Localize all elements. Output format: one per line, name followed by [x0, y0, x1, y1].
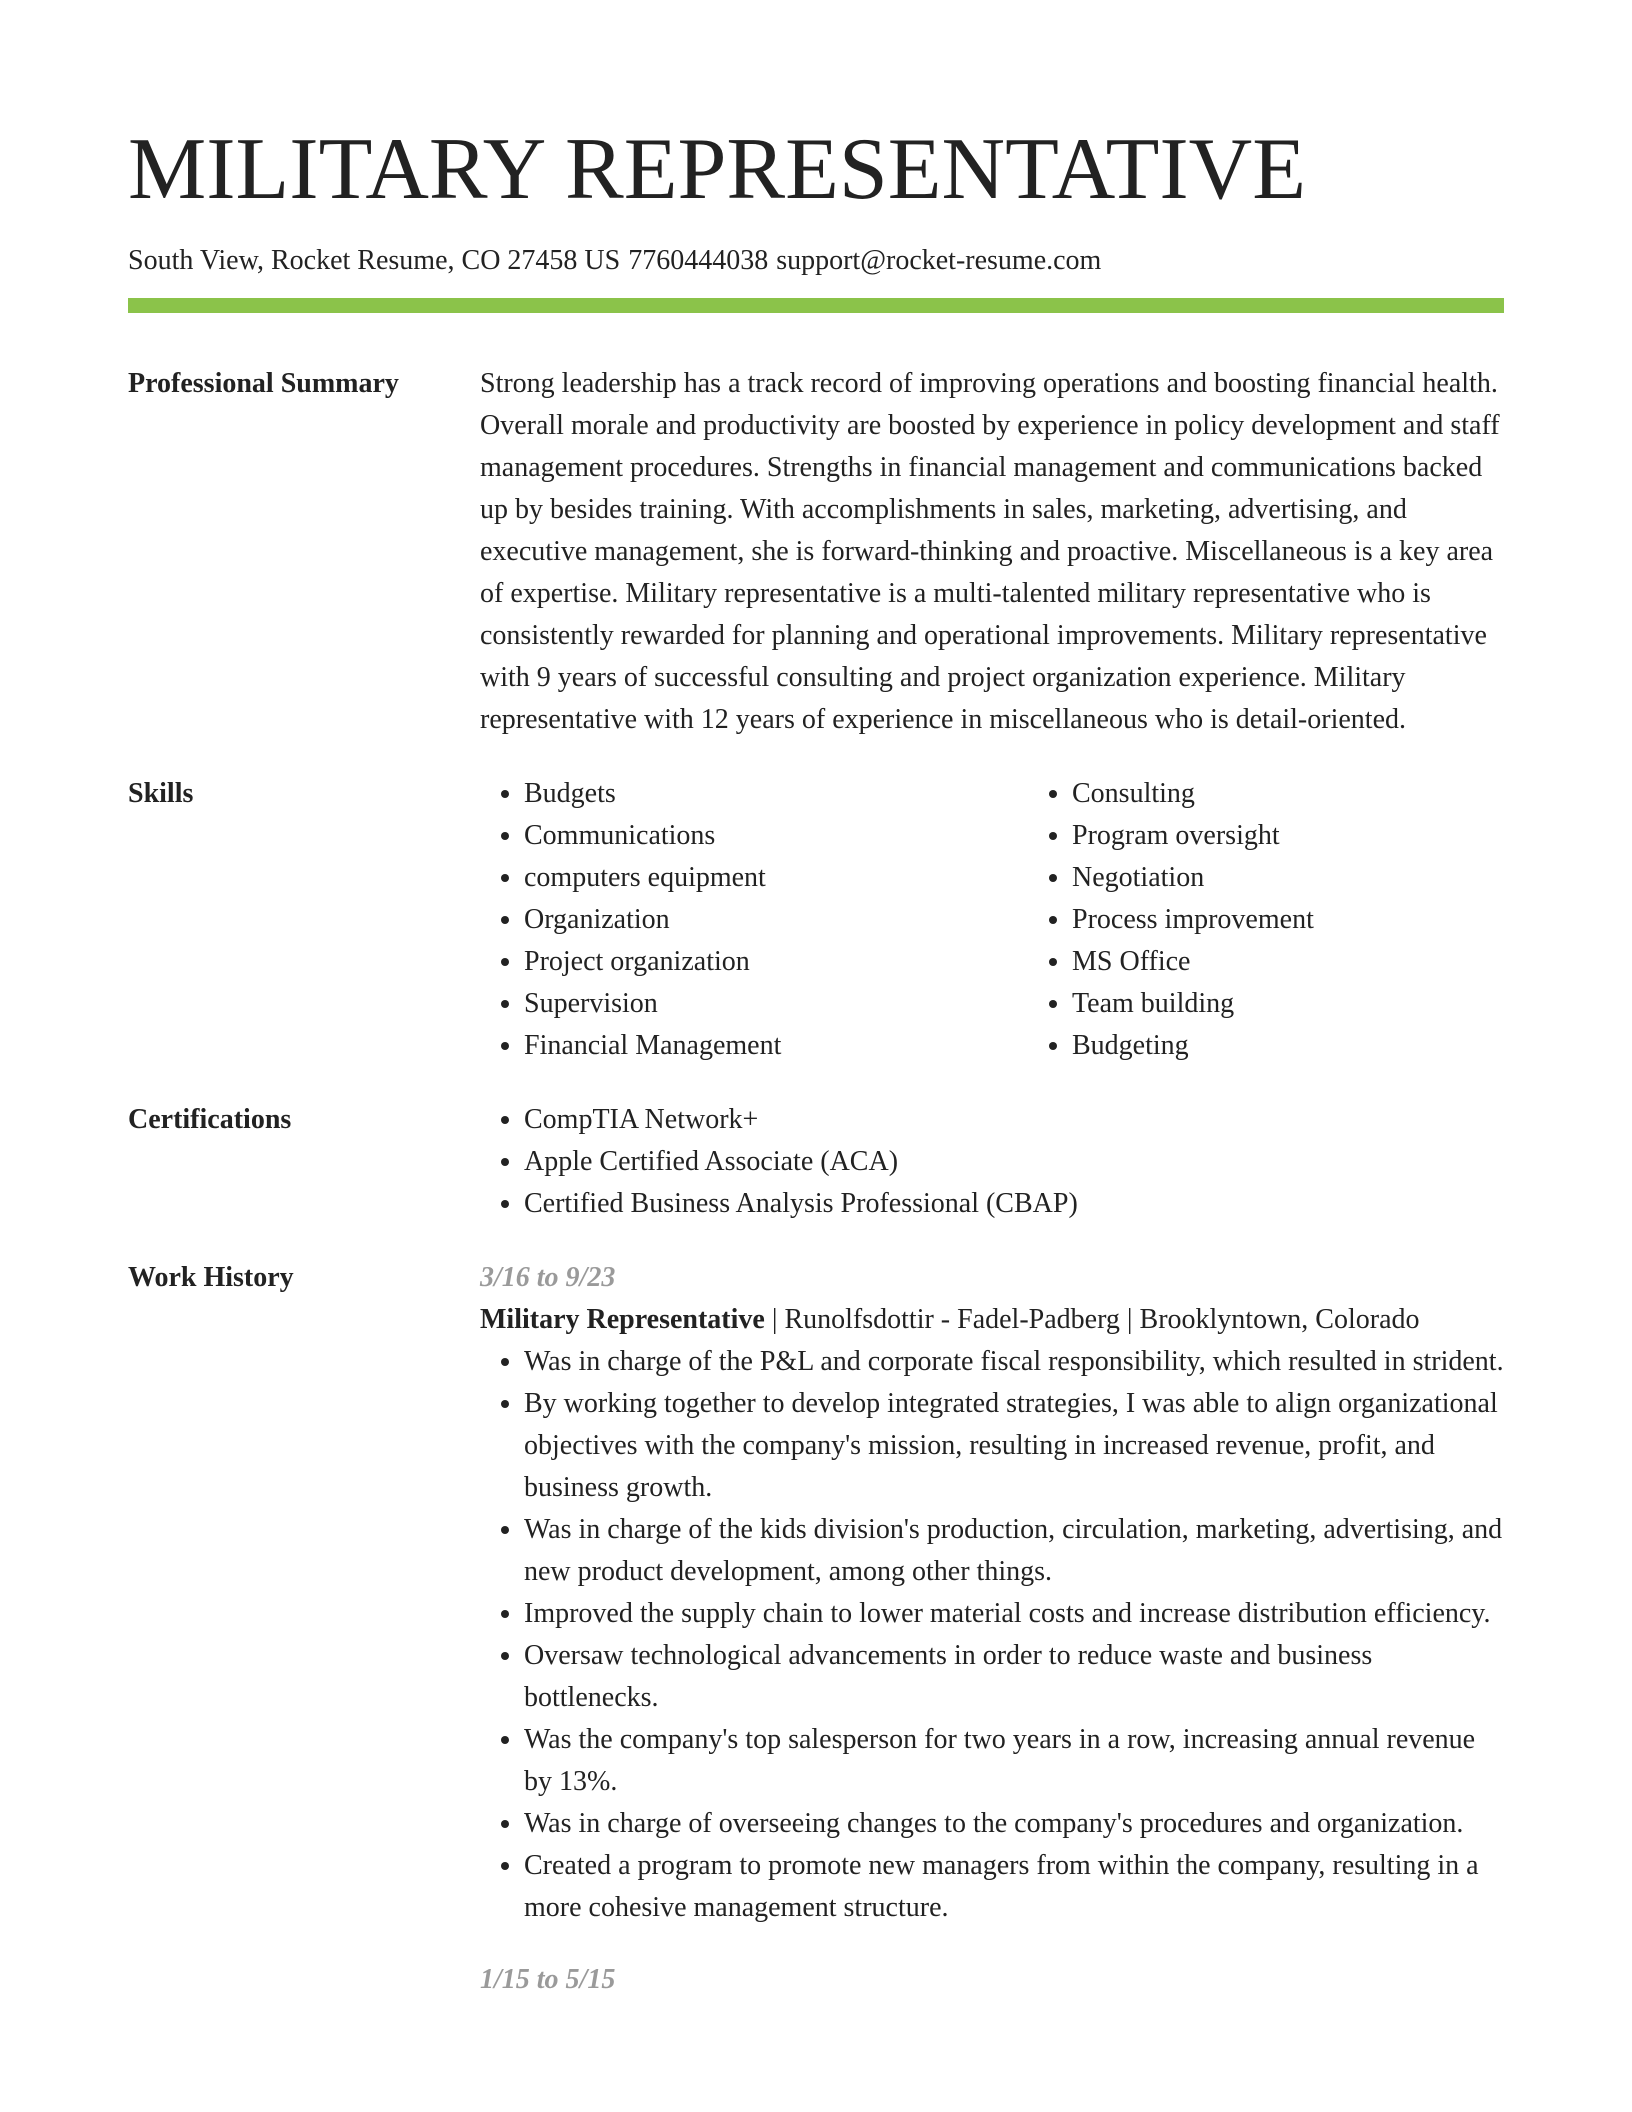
job-company: Runolfsdottir - Fadel-Padberg: [784, 1304, 1120, 1335]
job-duty-item: • Improved the supply chain to lower material costs and increase distribution efficiency.: [524, 1593, 1504, 1635]
certification-item: • CompTIA Network+: [524, 1099, 1504, 1141]
job-duty-item: • Was in charge of the kids division's production, circulation, marketing, advertising, and new product development, among other things.: [524, 1509, 1504, 1593]
job-duty-item: • Oversaw technological advancements in order to reduce waste and business bottlenecks.: [524, 1635, 1504, 1719]
skill-item: • Supervision: [524, 983, 1028, 1025]
skill-item: • Financial Management: [524, 1025, 1028, 1067]
certifications-list: [480, 1099, 1504, 1225]
summary-text: Strong leadership has a track record of improving operations and boosting financial health. Overall morale and productivity are boosted by experience in policy development and staff management procedures. Strengths in financial management and communications backed up by besides training. With accomplishments in sales, marketing, advertising, and executive management, she is forward-thinking and proactive. Miscellaneous is a key area of expertise. Military representative is a multi-talented military representative who is consistently rewarded for planning and operational improvements. Military representative with 9 years of successful consulting and project organization experience. Military representative with 12 years of experience in miscellaneous who is detail-oriented.: [480, 368, 1500, 735]
job-title: Military Representative: [480, 1304, 765, 1335]
job-dates: 3/16 to 9/23: [480, 1262, 616, 1293]
summary-section: [128, 363, 1504, 741]
skill-item: • Organization: [524, 899, 1028, 941]
job-dates: 1/15 to 5/15: [480, 1964, 616, 1995]
work-history-section: [128, 1257, 1504, 2001]
contact-email: support@rocket-resume.com: [776, 245, 1102, 276]
skill-item: • Team building: [1072, 983, 1504, 1025]
skill-item: • Process improvement: [1072, 899, 1504, 941]
certifications-heading: Certifications: [128, 1104, 292, 1135]
contact-address: South View, Rocket Resume, CO 27458 US: [128, 245, 621, 276]
resume-page: [128, 0, 1504, 2001]
job-duty-item: • Was in charge of the P&L and corporate fiscal responsibility, which resulted in strident.: [524, 1341, 1504, 1383]
skills-heading: Skills: [128, 778, 194, 809]
contact-phone: 7760444038: [628, 245, 769, 276]
job-duty-item: • Was in charge of overseeing changes to the company's procedures and organization.: [524, 1803, 1504, 1845]
contact-line: [128, 244, 1504, 278]
job-duty-item: • By working together to develop integrated strategies, I was able to align organizational objectives with the company's mission, resulting in increased revenue, profit, and business growth.: [524, 1383, 1504, 1509]
certification-item: • Certified Business Analysis Professional (CBAP): [524, 1183, 1504, 1225]
skill-item: • Program oversight: [1072, 815, 1504, 857]
job-duties-list: [480, 1341, 1504, 1929]
work-history-heading: Work History: [128, 1262, 294, 1293]
summary-heading: Professional Summary: [128, 368, 399, 399]
skills-section: [128, 773, 1504, 1067]
job-duty-item: • Created a program to promote new managers from within the company, resulting in a more cohesive management structure.: [524, 1845, 1504, 1929]
skill-item: • computers equipment: [524, 857, 1028, 899]
job-header: Military Representative | Runolfsdottir - Fadel-Padberg | Brooklyntown, Colorado: [480, 1304, 1420, 1335]
job-entry: [480, 1959, 1504, 2001]
job-duty-item: • Was the company's top salesperson for two years in a row, increasing annual revenue by 13%.: [524, 1719, 1504, 1803]
skill-item: • Budgeting: [1072, 1025, 1504, 1067]
skill-item: • Project organization: [524, 941, 1028, 983]
skill-item: • Communications: [524, 815, 1028, 857]
certification-item: • Apple Certified Associate (ACA): [524, 1141, 1504, 1183]
job-entry: [480, 1257, 1504, 1929]
skill-item: • Consulting: [1072, 773, 1504, 815]
job-location: Brooklyntown, Colorado: [1139, 1304, 1420, 1335]
skill-item: • MS Office: [1072, 941, 1504, 983]
candidate-name: MILITARY REPRESENTATIVE: [128, 121, 1306, 218]
skills-list-right: [1028, 773, 1504, 1067]
header-accent-rule: [128, 298, 1504, 313]
certifications-section: [128, 1099, 1504, 1225]
skills-list-left: [480, 773, 1028, 1067]
skill-item: • Negotiation: [1072, 857, 1504, 899]
skill-item: • Budgets: [524, 773, 1028, 815]
